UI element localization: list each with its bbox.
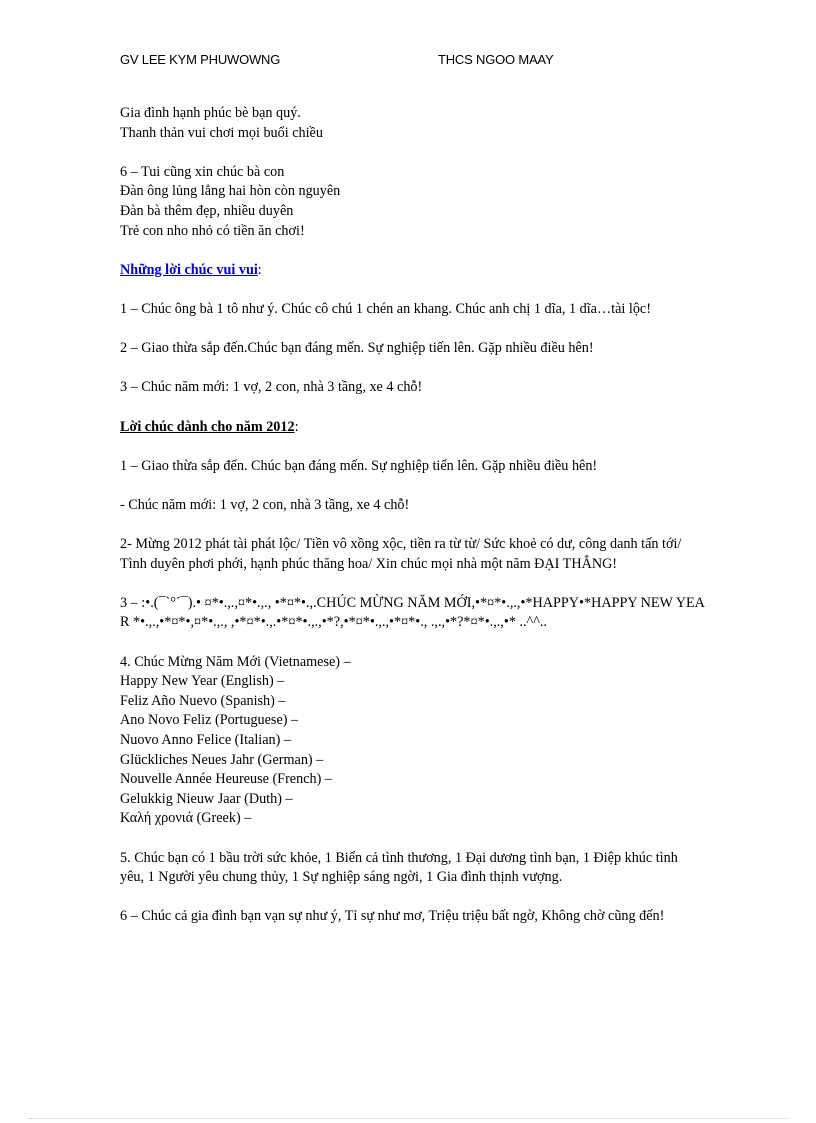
fun-heading-link[interactable]: Những lời chúc vui vui	[120, 261, 258, 278]
wish-paragraph: 5. Chúc bạn có 1 bầu trời sức khỏe, 1 Biển cả tình thương, 1 Đại dương tình bạn, 1 Điệp khúc tình yêu, 1 Người yêu chung thủy, 1 Sự nghiệp sáng ngời, 1 Gia đình thịnh vượng.	[120, 849, 678, 886]
poem-line: Đàn bà thêm đẹp, nhiều duyên	[120, 202, 294, 219]
poem-line: Trẻ con nho nhỏ có tiền ăn chơi!	[120, 222, 305, 239]
wish-paragraph: 2 – Giao thừa sắp đến.Chúc bạn đáng mến. Sự nghiệp tiến lên. Gặp nhiều điều hên!	[120, 340, 594, 357]
language-line: Nuovo Anno Felice (Italian) –	[120, 732, 291, 748]
wish-paragraph: - Chúc năm mới: 1 vợ, 2 con, nhà 3 tầng, xe 4 chỗ!	[120, 496, 410, 513]
wish-paragraph: 3 – Chúc năm mới: 1 vợ, 2 con, nhà 3 tầng, xe 4 chỗ!	[120, 379, 423, 396]
section-heading-fun: Những lời chúc vui vui:	[120, 261, 262, 278]
wish-paragraph: 6 – Chúc cả gia đình bạn vạn sự như ý, Tỉ sự như mơ, Triệu triệu bất ngờ, Không chờ cũng đến!	[120, 908, 665, 925]
page-bottom-divider	[28, 1118, 788, 1119]
heading-2012-text: Lời chúc dành cho năm 2012	[120, 418, 295, 435]
language-line: Καλή χρονιά (Greek) –	[120, 810, 252, 827]
section-heading-2012: Lời chúc dành cho năm 2012:	[120, 418, 299, 435]
language-line: Gelukkig Nieuw Jaar (Duth) –	[120, 790, 293, 807]
poem-line: Gia đình hạnh phúc bè bạn quý.	[120, 105, 301, 121]
language-line: Glückliches Neues Jahr (German) –	[120, 751, 324, 768]
wish-paragraph: 1 – Giao thừa sắp đến. Chúc bạn đáng mến. Sự nghiệp tiến lên. Gặp nhiều điều hên!	[120, 457, 598, 474]
wish-paragraph: 4. Chúc Mừng Năm Mới (Vietnamese) –	[120, 653, 351, 670]
header-author: GV LEE KYM PHUWOWNG	[120, 52, 281, 67]
language-line: Nouvelle Année Heureuse (French) –	[120, 771, 332, 788]
header-school: THCS NGOO MAAY	[438, 52, 554, 67]
poem-line: Thanh thản vui chơi mọi buổi chiều	[120, 124, 323, 141]
poem-line: 6 – Tui cũng xin chúc bà con	[120, 163, 285, 180]
page-header	[120, 52, 700, 72]
language-line: Ano Novo Feliz (Portuguese) –	[120, 712, 299, 729]
language-line: Happy New Year (English) –	[120, 673, 285, 690]
document-body	[120, 104, 705, 927]
wish-paragraph-symbols: 3 – :•.(¯`°´¯).• ¤*•.,.,¤*•.,., •*¤*•.,.CHÚC MỪNG NĂM MỚI,•*¤*•.,.,•*HAPPY•*HAPPY NEW YEAR *•.,.,•*¤*•,¤*•.,., ,•*¤*•.,.•*¤*•.,.,•*?,•*¤*•.,.,•*¤*•., .,.,•*?*¤*•.,.,•* ..^^..	[120, 594, 705, 631]
wish-paragraph: 2- Mừng 2012 phát tài phát lộc/ Tiền vô xồng xộc, tiền ra từ từ/ Sức khoẻ có dư, công danh tấn tới/ Tình duyên phơi phới, hạnh phúc thăng hoa/ Xin chúc mọi nhà một năm ĐẠI THẮNG!	[120, 536, 682, 572]
wish-paragraph: 1 – Chúc ông bà 1 tô như ý. Chúc cô chú 1 chén an khang. Chúc anh chị 1 dĩa, 1 dĩa…tài lộc!	[120, 300, 651, 317]
language-line: Feliz Año Nuevo (Spanish) –	[120, 692, 286, 709]
poem-line: Đàn ông lủng lẳng hai hòn còn nguyên	[120, 183, 341, 200]
